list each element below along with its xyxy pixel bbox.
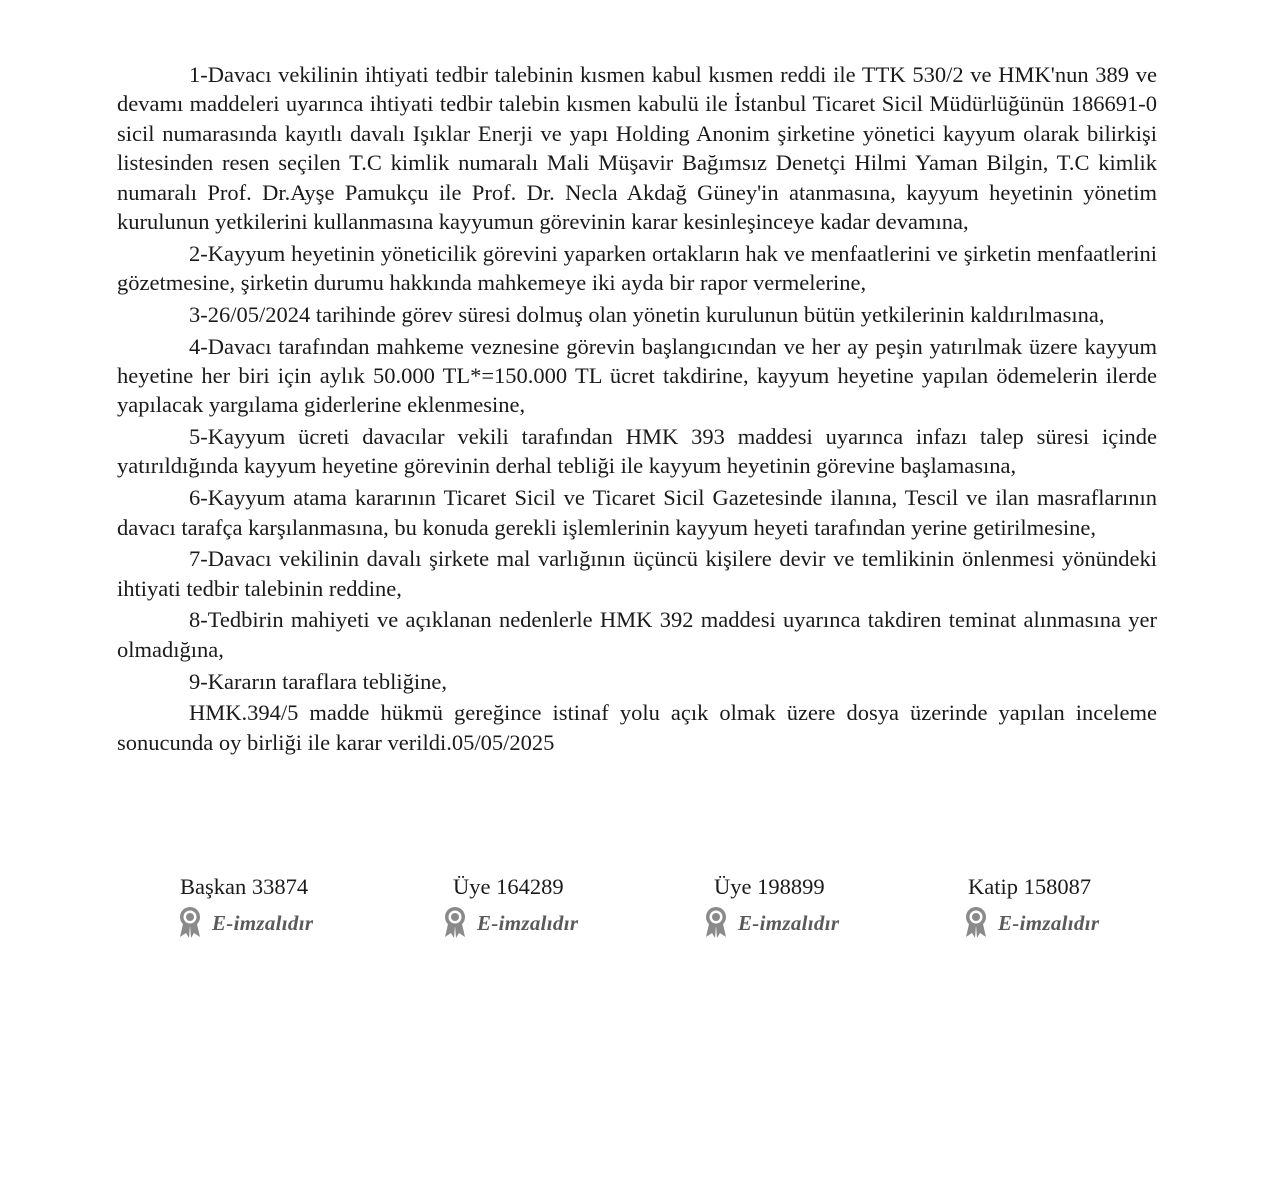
signer-title: Katip 158087	[968, 874, 1092, 899]
e-signature-label: E-imzalıdır	[477, 911, 579, 935]
signature-katip	[968, 873, 1168, 943]
signature-uye-2	[714, 873, 914, 943]
signature-row	[0, 873, 1280, 943]
e-signature-label: E-imzalıdır	[738, 911, 840, 935]
e-signature-label: E-imzalıdır	[212, 911, 314, 935]
signer-title: Üye 164289	[453, 874, 564, 899]
e-signature-seal-icon	[175, 905, 205, 939]
decision-item-2: 2-Kayyum heyetinin yöneticilik görevini yaparken ortakların hak ve menfaatlerini ve şirketin menfaatlerini gözetmesine, şirketin durumu hakkında mahkemeye iki ayda bir rapor vermelerine,	[117, 240, 1157, 296]
decision-item-9: 9-Kararın taraflara tebliğine,	[189, 668, 447, 694]
decision-body	[117, 60, 1157, 759]
decision-item-4: 4-Davacı tarafından mahkeme veznesine görevin başlangıcından ve her ay peşin yatırılmak üzere kayyum heyetine her biri için aylık 50.000 TL*=150.000 TL ücret takdirine, kayyum heyetine yapılan ödemelerin ilerde yapılacak yargılama giderlerine eklenmesine,	[117, 333, 1157, 418]
e-signature-seal-icon	[701, 905, 731, 939]
decision-item-1: 1-Davacı vekilinin ihtiyati tedbir talebinin kısmen kabul kısmen reddi ile TTK 530/2 ve HMK'nun 389 ve devamı maddeleri uyarınca ihtiyati tedbir talebin kısmen kabulü ile İstanbul Ticaret Sicil Müdürlüğünün 186691-0 sicil numarasında kayıtlı davalı Işıklar Enerji ve yapı Holding Anonim şirketine yönetici kayyum olarak bilirkişi listesinden resen seçilen T.C kimlik numaralı Mali Müşavir Bağımsız Denetçi Hilmi Yaman Bilgin, T.C kimlik numaralı Prof. Dr.Ayşe Pamukçu ile Prof. Dr. Necla Akdağ Güney'in atanmasına, kayyum heyetinin yönetim kurulunun yetkilerini kullanmasına kayyumun görevinin karar kesinleşinceye kadar devamına,	[117, 62, 1157, 235]
signer-title: Üye 198899	[714, 874, 825, 899]
decision-item-6: 6-Kayyum atama kararının Ticaret Sicil ve Ticaret Sicil Gazetesinde ilanına, Tescil ve ilan masraflarının davacı tarafça karşılanmasına, bu konuda gerekli işlemlerinin kayyum heyeti tarafından yerine getirilmesine,	[117, 485, 1157, 540]
decision-closing: HMK.394/5 madde hükmü gereğince istinaf yolu açık olmak üzere dosya üzerinde yapılan inceleme sonucunda oy birliği ile karar verildi.05/05/2025	[117, 700, 1157, 755]
decision-item-7: 7-Davacı vekilinin davalı şirkete mal varlığının üçüncü kişilere devir ve temlikinin önlenmesi yönündeki ihtiyati tedbir talebinin reddine,	[117, 546, 1157, 601]
signer-title: Başkan 33874	[180, 874, 309, 899]
decision-item-3: 3-26/05/2024 tarihinde görev süresi dolmuş olan yönetin kurulunun bütün yetkilerinin kaldırılmasına,	[189, 301, 1105, 327]
decision-item-8: 8-Tedbirin mahiyeti ve açıklanan nedenlerle HMK 392 maddesi uyarınca takdiren teminat alınmasına yer olmadığına,	[117, 607, 1157, 662]
decision-item-5: 5-Kayyum ücreti davacılar vekili tarafından HMK 393 maddesi uyarınca infazı talep süresi içinde yatırıldığında kayyum heyetine görevinin derhal tebliği ile kayyum heyetinin görevine başlamasına,	[117, 424, 1157, 479]
signature-uye-1	[453, 873, 653, 943]
e-signature-seal-icon	[440, 905, 470, 939]
e-signature-label: E-imzalıdır	[998, 911, 1100, 935]
signature-baskan	[180, 873, 380, 943]
e-signature-seal-icon	[961, 905, 991, 939]
